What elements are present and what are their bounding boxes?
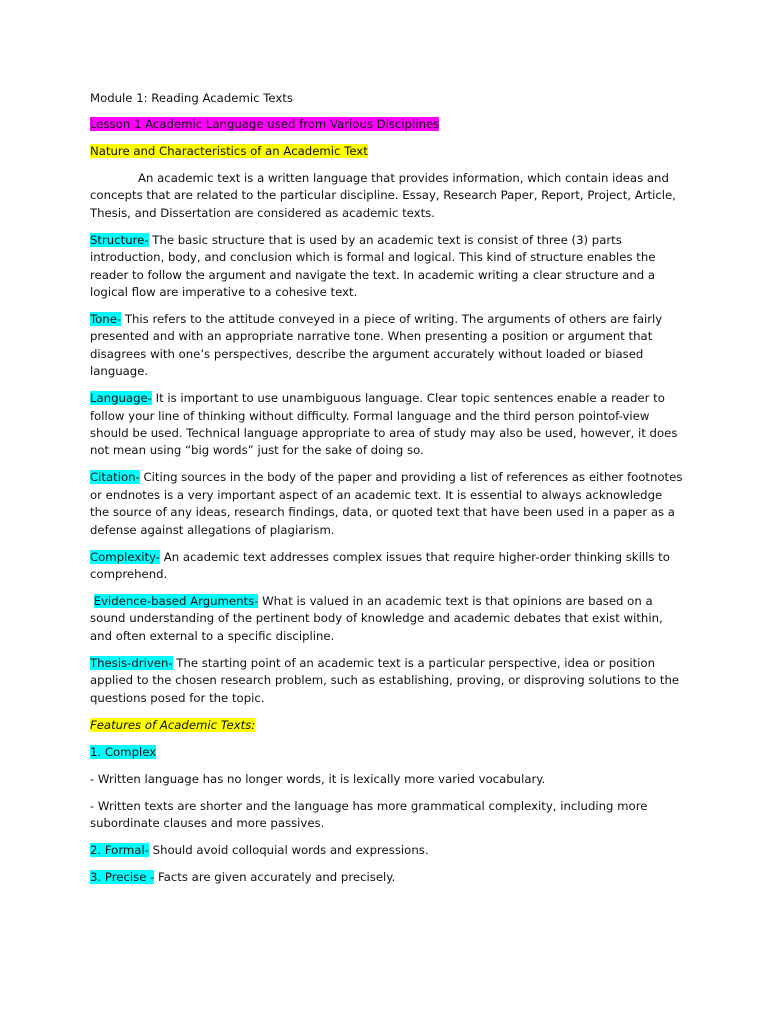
term-evidence: Evidence-based Arguments-: [93, 594, 259, 608]
characteristic-complexity: [90, 549, 685, 584]
characteristic-language: [90, 390, 685, 460]
characteristic-tone: [90, 311, 685, 381]
feature-precise: [90, 869, 685, 886]
lesson-title: Lesson 1 Academic Language used from Various Disciplines: [90, 116, 440, 131]
term-precise: 3. Precise -: [90, 870, 155, 885]
definition-structure: The basic structure that is used by an academic text is consist of three (3) parts introduction, body, and conclusion which is formal and logical. This kind of structure enables the reader to follow the argument and navigate the text. In academic writing a clear structure and a logical flow are imperative to a cohesive text.: [90, 232, 656, 299]
characteristic-citation: [90, 469, 685, 539]
section-heading: Nature and Characteristics of an Academic Text: [90, 143, 368, 158]
definition-complexity: An academic text addresses complex issues that require higher-order thinking skills to comprehend.: [90, 549, 670, 581]
intro-paragraph: An academic text is a written language that provides information, which contain ideas and concepts that are related to the particular discipline. Essay, Research Paper, Report, Project, Article, Thesis, and Dissertation are considered as academic texts.: [90, 170, 676, 220]
module-title: Module 1: Reading Academic Texts: [90, 91, 293, 105]
complex-point-2: - Written texts are shorter and the language has more grammatical complexity, including more subordinate clauses and more passives.: [90, 798, 648, 831]
complex-heading: 1. Complex: [90, 744, 157, 759]
definition-evidence: What is valued in an academic text is that opinions are based on a sound understanding of the pertinent body of knowledge and academic debates that exist within, and often external to a specific discipline.: [90, 594, 663, 643]
complex-heading-line: [90, 744, 685, 761]
section-heading-line: [90, 143, 685, 160]
document-body: [90, 90, 685, 896]
definition-tone: This refers to the attitude conveyed in a piece of writing. The arguments of others are fairly presented and with an appropriate narrative tone. When presenting a position or argument that disagrees with one’s perspectives, describe the argument accurately without loaded or biased language.: [90, 311, 663, 379]
term-structure: Structure-: [90, 232, 149, 247]
features-heading: Features of Academic Texts:: [90, 717, 256, 732]
term-complexity: Complexity-: [90, 549, 161, 564]
definition-precise: Facts are given accurately and precisely.: [154, 870, 396, 885]
definition-citation: Citing sources in the body of the paper and providing a list of references as either footnotes or endnotes is a very important aspect of an academic text. It is essential to always acknowledge the source of any ideas, research findings, data, or quoted text that have been used in a paper as a defense against allegations of plagiarism.: [90, 470, 683, 537]
definition-thesis: The starting point of an academic text is a particular perspective, idea or position applied to the chosen research problem, such as establishing, proving, or disproving solutions to the questions posed for the topic.: [90, 655, 680, 705]
definition-language: It is important to use unambiguous language. Clear topic sentences enable a reader to follow your line of thinking without difficulty. Formal language and the third person pointof-view should be used. Technical language appropriate to area of study may also be used, however, it does not mean using “big words” just for the sake of doing so.: [90, 391, 678, 458]
characteristic-thesis: [90, 655, 685, 707]
term-formal: 2. Formal-: [90, 843, 149, 858]
feature-formal: [90, 842, 685, 859]
term-language: Language-: [90, 391, 152, 406]
features-heading-line: [90, 717, 685, 734]
characteristic-evidence: [90, 593, 685, 645]
term-thesis: Thesis-driven-: [90, 655, 173, 670]
lesson-title-line: [90, 116, 685, 133]
term-citation: Citation-: [90, 470, 140, 485]
term-tone: Tone-: [90, 311, 122, 326]
definition-formal: Should avoid colloquial words and expressions.: [148, 843, 429, 858]
complex-point-1: - Written language has no longer words, it is lexically more varied vocabulary.: [90, 771, 546, 786]
characteristic-structure: [90, 232, 685, 302]
